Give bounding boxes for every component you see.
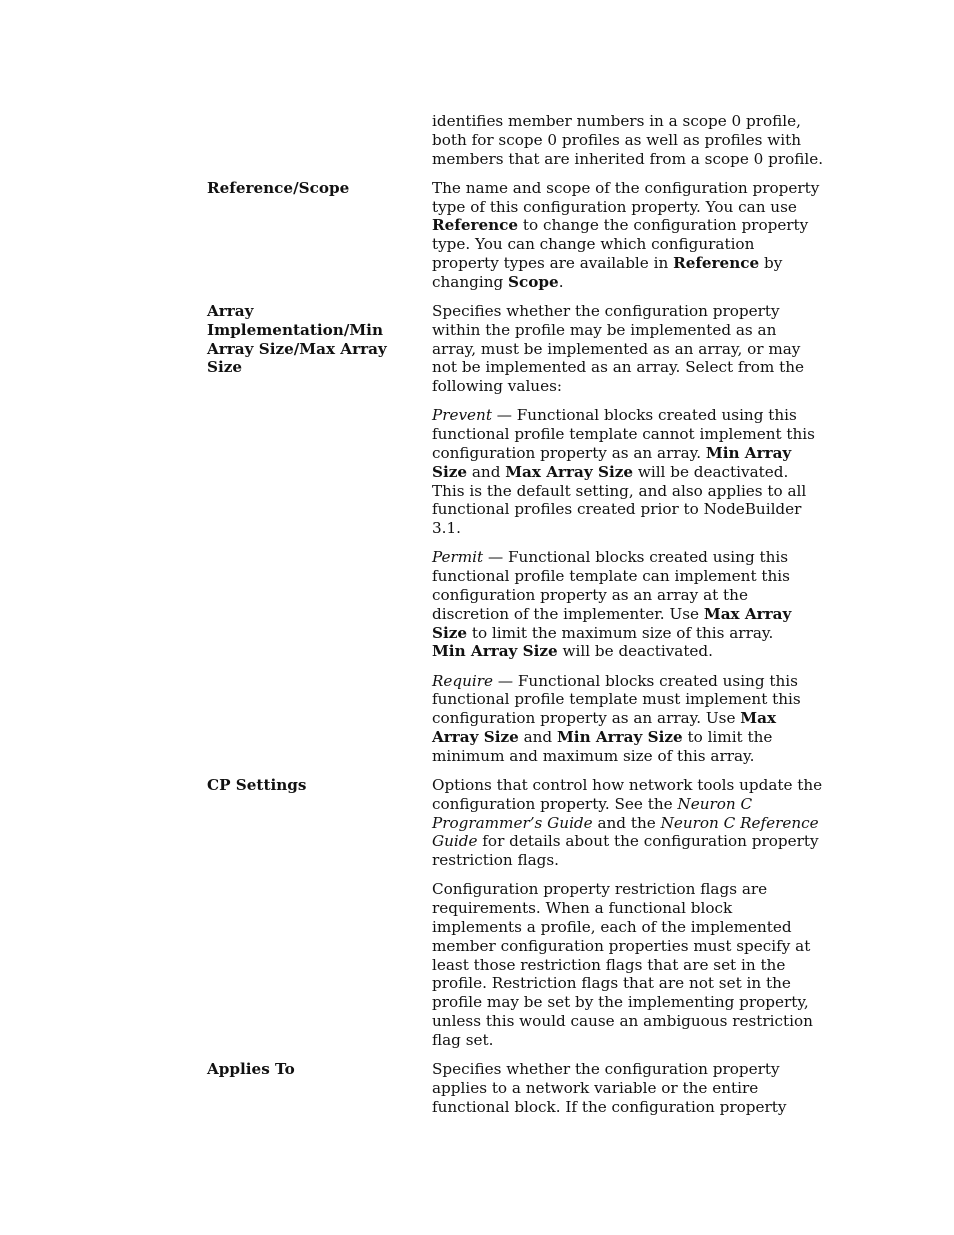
text-line — [432, 358, 805, 377]
text-line — [432, 273, 802, 292]
text-run: flag set. — [432, 1030, 494, 1049]
bold-term: Size — [432, 623, 468, 642]
text-line — [432, 1098, 802, 1117]
bold-term: Reference — [673, 253, 760, 272]
text-line — [432, 672, 802, 691]
text-line — [432, 642, 802, 661]
text-run: members that are inherited from a scope 0 profile. — [432, 149, 824, 168]
text-run: for details about the configuration property — [477, 832, 819, 851]
text-run: to limit the maximum size of this array. — [467, 623, 774, 642]
text-run: to limit the — [682, 727, 773, 746]
entry-term-line: Size — [207, 358, 243, 377]
entry-term-line: CP Settings — [207, 776, 307, 794]
text-run: and — [467, 462, 506, 481]
bold-term: Max Array Size — [505, 462, 634, 481]
text-run: minimum and maximum size of this array. — [432, 746, 755, 765]
text-run: functional profile template cannot implement this — [432, 425, 815, 444]
text-run: and — [518, 727, 557, 746]
text-line — [432, 851, 802, 870]
text-line — [432, 690, 802, 709]
text-run: following values: — [432, 377, 562, 396]
text-run: 3.1. — [432, 519, 461, 538]
bold-term: Max Array — [703, 604, 792, 623]
text-run: configuration property as an array. Use — [432, 709, 741, 728]
text-run: profile may be set by the implementing property, — [432, 993, 809, 1012]
entry-description-paragraph — [432, 1060, 802, 1116]
bold-term: Array Size — [432, 727, 519, 746]
text-run: — Functional blocks created using this — [483, 548, 789, 567]
text-line — [432, 567, 802, 586]
entry-term-line: Array — [207, 302, 254, 320]
text-line — [432, 302, 802, 321]
text-run: discretion of the implementer. Use — [432, 604, 704, 623]
text-line — [432, 321, 802, 340]
text-run: unless this would cause an ambiguous restriction — [432, 1011, 813, 1030]
text-line — [432, 899, 802, 918]
text-line — [432, 254, 802, 273]
text-line — [432, 832, 819, 851]
text-run: type. You can change which configuration — [432, 235, 755, 254]
text-run: — Functional blocks created using this — [491, 406, 797, 425]
text-run: will be deactivated. — [633, 462, 789, 481]
text-run: functional profile template must implement this — [432, 690, 801, 709]
text-line — [432, 519, 802, 538]
text-line — [432, 936, 811, 956]
text-line — [432, 709, 802, 728]
entry-term — [207, 302, 397, 377]
entry-description-paragraph — [432, 112, 824, 168]
italic-text: Permit — [432, 548, 484, 567]
text-run: array, must be implemented as an array, or may — [432, 339, 801, 358]
text-line — [432, 974, 802, 993]
italic-text: Require — [432, 671, 494, 690]
italic-text: Programmer’s Guide — [432, 813, 593, 832]
text-run: This is the default setting, and also applies to all — [432, 481, 807, 500]
text-line — [432, 149, 824, 169]
text-line — [432, 481, 807, 501]
bold-term: Scope — [508, 272, 559, 291]
text-line — [432, 444, 802, 463]
text-run: functional profile template can implement this — [432, 567, 790, 586]
text-run: functional block. If the configuration property — [432, 1097, 787, 1116]
bold-term: Max — [740, 709, 777, 728]
text-line — [432, 548, 802, 567]
text-run: least those restriction flags that are set in the — [432, 955, 786, 974]
text-line — [432, 500, 802, 519]
text-run: configuration property. See the — [432, 794, 678, 813]
text-line — [432, 605, 802, 624]
text-line — [432, 1031, 802, 1050]
entry-description-paragraph — [432, 776, 823, 870]
text-line — [432, 993, 809, 1012]
text-line — [432, 178, 820, 198]
text-run: configuration property as an array at the — [432, 585, 748, 604]
text-run: identifies member numbers in a scope 0 profile, — [432, 112, 801, 130]
text-run: and the — [592, 813, 661, 832]
text-run: Configuration property restriction flags are — [432, 880, 768, 899]
text-run: changing — [432, 272, 509, 291]
italic-text: Neuron C Reference — [660, 813, 819, 832]
bold-term: Size — [432, 462, 468, 481]
text-line — [432, 425, 815, 444]
text-line — [432, 406, 802, 425]
entry-term — [207, 1060, 397, 1079]
text-run: Specifies whether the configuration property — [432, 1060, 780, 1078]
text-run: . — [558, 272, 564, 291]
text-line — [432, 1011, 813, 1031]
text-run: member configuration properties must specify at — [432, 936, 811, 955]
text-line — [432, 198, 802, 217]
text-line — [432, 956, 802, 975]
text-line — [432, 112, 802, 131]
text-line — [432, 216, 809, 235]
text-run: not be implemented as an array. Select from the — [432, 358, 805, 377]
italic-text: Neuron C — [677, 794, 753, 813]
text-run: — Functional blocks created using this — [493, 671, 798, 690]
bold-term: Min Array — [705, 443, 792, 462]
entry-description-paragraph — [432, 406, 815, 538]
text-line — [432, 1079, 802, 1098]
text-line — [432, 747, 802, 766]
text-line — [432, 463, 802, 482]
text-run: property types are available in — [432, 253, 674, 272]
text-run: will be deactivated. — [557, 642, 713, 661]
entry-description-paragraph — [432, 302, 805, 396]
text-run: profile. Restriction flags that are not set in the — [432, 974, 791, 993]
italic-text: Guide — [432, 832, 478, 851]
text-run: to change the configuration property — [518, 216, 809, 235]
text-run: configuration property as an array. — [432, 443, 706, 462]
text-line — [432, 1060, 802, 1079]
text-line — [432, 776, 823, 795]
text-line — [432, 880, 802, 899]
entry-term — [207, 776, 397, 795]
text-line — [432, 728, 802, 747]
text-run: within the profile may be implemented as an — [432, 320, 777, 339]
entry-description-paragraph — [432, 548, 802, 661]
entry-term-line: Applies To — [207, 1060, 295, 1078]
bold-term: Min Array Size — [432, 642, 558, 661]
entry-description-paragraph — [432, 178, 820, 292]
text-line — [432, 918, 802, 937]
text-line — [432, 340, 802, 359]
entry-description-paragraph — [432, 672, 802, 766]
entry-term-line: Reference/Scope — [207, 178, 350, 197]
text-run: type of this configuration property. You can use — [432, 197, 797, 216]
text-run: Specifies whether the configuration property — [432, 302, 780, 320]
text-run: by — [759, 253, 783, 272]
entry-term — [207, 179, 397, 198]
text-line — [432, 813, 819, 833]
text-line — [432, 795, 802, 814]
text-run: functional profiles created prior to NodeBuilder — [432, 500, 802, 519]
text-run: restriction flags. — [432, 851, 560, 870]
text-run: applies to a network variable or the entire — [432, 1078, 759, 1097]
entry-term-line: Array Size/Max Array — [207, 339, 387, 358]
text-run: both for scope 0 profiles as well as profiles with — [432, 130, 801, 149]
text-run: The name and scope of the configuration property — [432, 178, 820, 197]
text-line — [432, 131, 802, 150]
text-line — [432, 586, 802, 605]
text-run: requirements. When a functional block — [432, 899, 733, 918]
entry-term-line: Implementation/Min — [207, 320, 383, 339]
text-run: Options that control how network tools update the — [432, 776, 823, 794]
bold-term: Min Array Size — [556, 727, 683, 746]
text-line — [432, 624, 802, 643]
entry-description-paragraph — [432, 880, 813, 1049]
text-line — [432, 235, 802, 254]
italic-text: Prevent — [432, 406, 492, 425]
text-run: implements a profile, each of the implemented — [432, 917, 792, 936]
text-line — [432, 377, 802, 396]
bold-term: Reference — [432, 216, 519, 235]
